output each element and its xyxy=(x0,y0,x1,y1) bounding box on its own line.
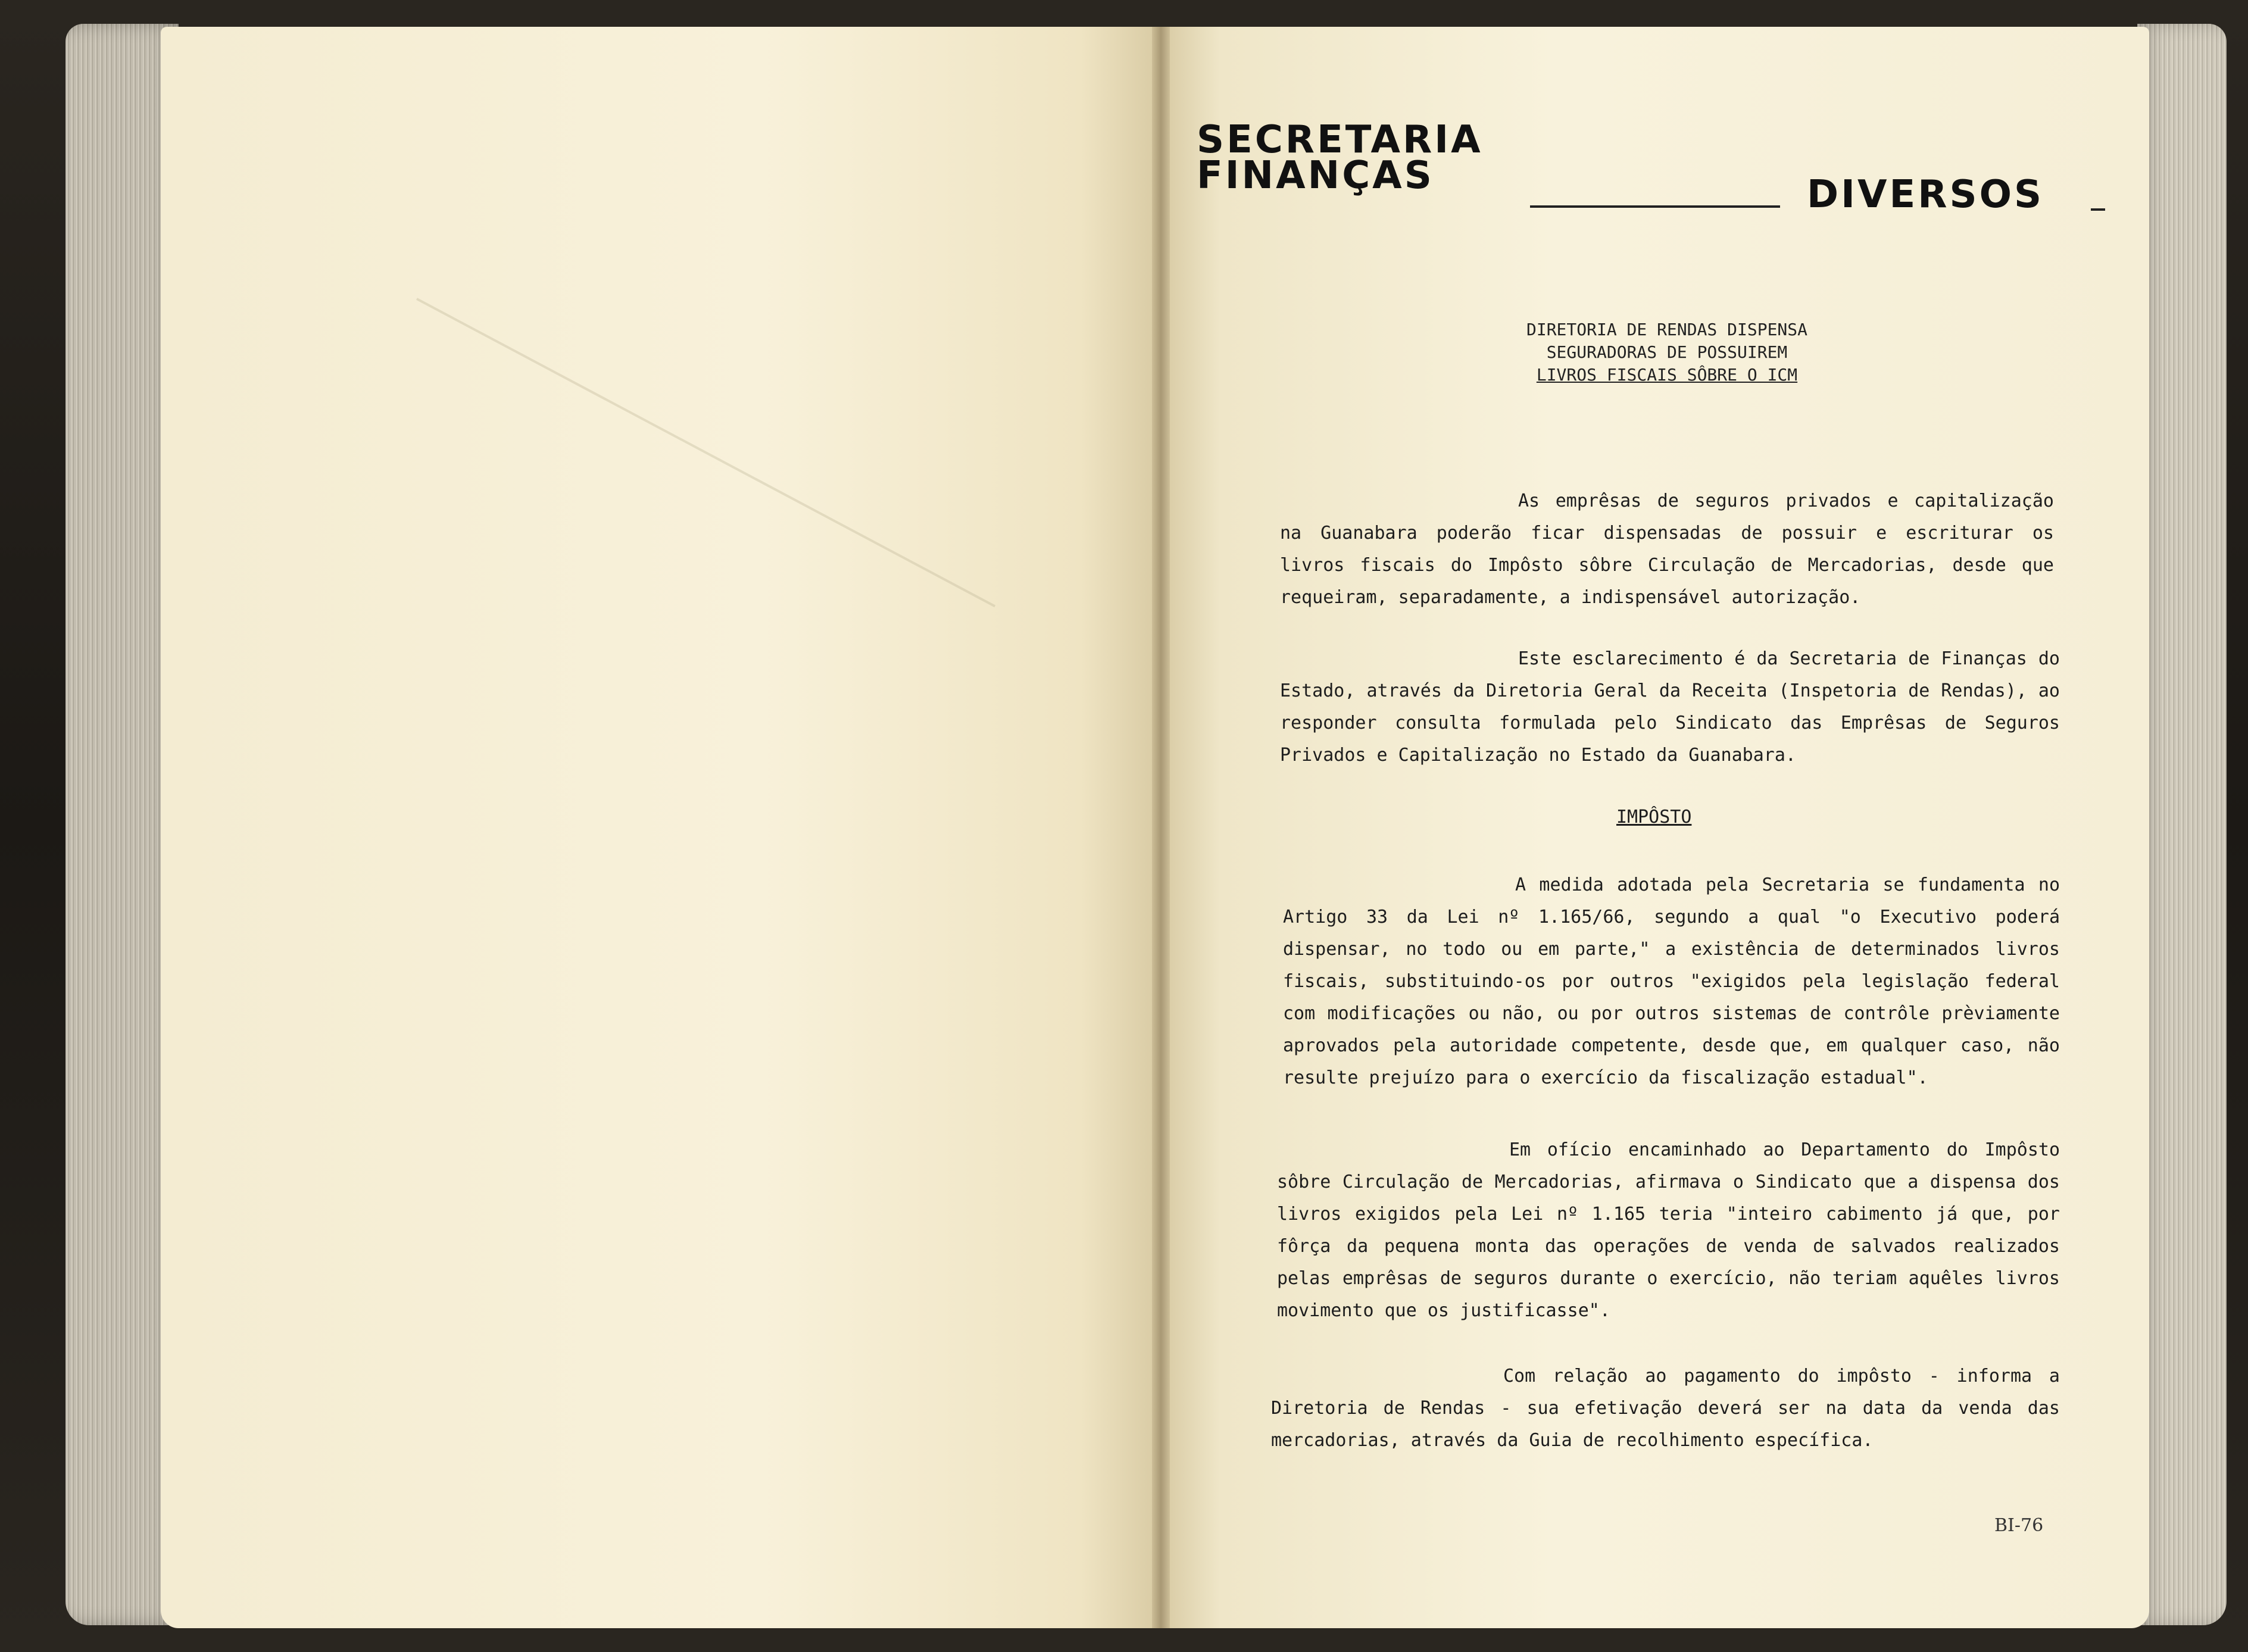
paragraph-1: As emprêsas de seguros privados e capitalização na Guanabara poderão ficar dispensadas de possuir e escriturar os livros fiscais do Impôsto sôbre Circulação de Mercadorias, desde que requeiram, separadamente, a indispensável autorização. xyxy=(1280,491,2054,608)
paragraph-5: Com relação ao pagamento do impôsto - informa a Diretoria de Rendas - sua efetivação deverá ser na data da venda das mercadorias, através da Guia de recolhimento específica. xyxy=(1271,1366,2060,1451)
book-gutter xyxy=(1152,27,1170,1628)
subhead-imposto: IMPÔSTO xyxy=(1616,807,1692,827)
page-number: BI-76 xyxy=(1994,1515,2044,1536)
section-dash xyxy=(2091,208,2105,211)
masthead xyxy=(1197,118,1483,198)
section-title: DIVERSOS xyxy=(1807,173,2044,217)
paragraph-3: A medida adotada pela Secretaria se fundamenta no Artigo 33 da Lei nº 1.165/66, segundo a qual "o Executivo poderá dispensar, no todo ou em parte," a existência de determinados livros fiscais, substituindo-os por outros "exigidos pela legislação federal com modificações ou não, ou por outros sistemas de contrôle prèviamente aprovados pela autoridade competente, desde que, em qualquer caso, não resulte prejuízo para o exercício da fiscalização estadual". xyxy=(1283,875,2060,1088)
masthead-line1: SECRETARIA xyxy=(1197,118,1483,162)
headline-line2: SEGURADORAS DE POSSUIREM xyxy=(1546,342,1788,362)
right-page-edges xyxy=(2137,24,2227,1625)
article-headline xyxy=(1512,318,1822,386)
masthead-line2: FINANÇAS xyxy=(1197,154,1434,198)
masthead-rule xyxy=(1530,205,1780,208)
left-page-blank xyxy=(161,27,1161,1628)
headline-line1: DIRETORIA DE RENDAS DISPENSA xyxy=(1526,320,1807,339)
paragraph-4: Em ofício encaminhado ao Departamento do Impôsto sôbre Circulação de Mercadorias, afirmava o Sindicato que a dispensa dos livros exigidos pela Lei nº 1.165 teria "inteiro cabimento já que, por fôrça da pequena monta das operações de venda de salvados realizados pelas emprêsas de seguros durante o exercício, não teriam aquêles livros movimento que os justificasse". xyxy=(1277,1139,2060,1321)
headline-line3: LIVROS FISCAIS SÔBRE O ICM xyxy=(1536,365,1798,385)
paragraph-2: Este esclarecimento é da Secretaria de Finanças do Estado, através da Diretoria Geral da Receita (Inspetoria de Rendas), ao responder consulta formulada pelo Sindicato das Emprêsas de Seguros Privados e Capitalização no Estado da Guanabara. xyxy=(1280,648,2060,766)
